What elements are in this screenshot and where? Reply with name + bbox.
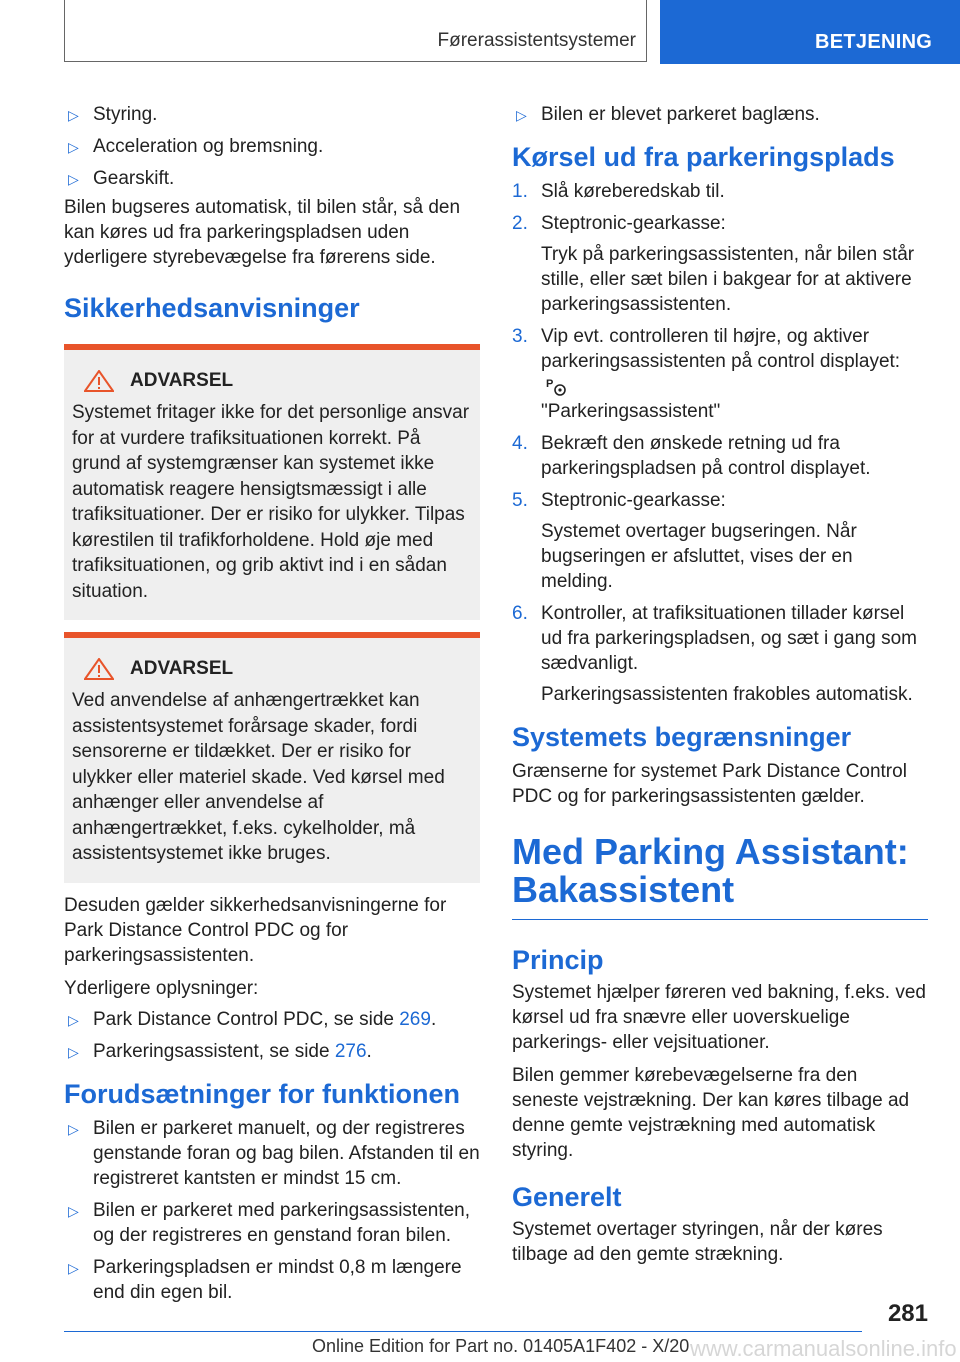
principle-paragraph: Systemet hjælper føreren ved bakning, f.eks. ved kørsel ud fra snævre eller uoverskuelige parkerings- eller vejsituationer. [512,982,926,1053]
principle-heading: Princip [512,945,604,975]
prereq-heading: Forudsætninger for funktionen [64,1078,460,1109]
main-heading: Med Parking Assistant: Bakassistent [512,831,909,910]
bullet-icon: ▷ [68,1120,79,1137]
list-item: 1. Slå køreberedskab til. [512,181,725,202]
intro-paragraph: Bilen bugseres automatisk, til bilen står, så den kan køres ud fra parkeringspladsen uden yderligere styrebevægelse fra førerens side. [64,197,461,268]
warning-triangle-icon [84,658,114,680]
bullet-icon: ▷ [68,107,79,123]
list-item: ▷ Styring. [64,102,480,127]
limits-heading: Systemets begrænsninger [512,722,852,752]
bullet-icon: ▷ [68,1011,79,1028]
left-column [64,102,480,1312]
header-section-title: Førerassistentsystemer [437,30,636,51]
list-item: ▷ Parkeringsassistent, se side 276. [64,1039,480,1064]
list-item: ▷ Gearskift. [64,166,480,191]
warning-triangle-icon [84,370,114,392]
warning-title: ADVARSEL [72,370,472,392]
list-item: 6. Kontroller, at trafiksituationen tillader kørsel ud fra parkeringspladsen, og sæt i gang som sædvanligt. Parkeringsassistenten frakobles automatisk. [512,603,917,705]
page-link[interactable]: 276 [334,1040,367,1062]
list-item: ▷ Parkeringspladsen er mindst 0,8 m længere end din egen bil. [68,1256,462,1303]
bullet-icon: ▷ [68,1043,79,1060]
list-item: 3. Vip evt. controlleren til højre, og aktiver parkeringsassistenten på control displayet: P "Parkeringsassistent" [512,326,901,422]
header-section-box [64,0,647,62]
list-item: ▷ Bilen er blevet parkeret baglæns. [512,102,928,127]
also-paragraph: Desuden gælder sikkerhedsanvisningerne for Park Distance Control PDC og for parkeringsassistenten. [64,894,447,966]
heading-divider [512,919,928,920]
right-column [512,102,928,1267]
list-item: ▷ Acceleration og bremsning. [64,134,480,159]
limits-paragraph: Grænserne for systemet Park Distance Control PDC og for parkeringsassistenten gælder. [512,761,907,807]
more-info-label: Yderligere oplysninger: [64,977,259,999]
page-number: 281 [887,1300,928,1327]
header-chapter-label: BETJENING [815,31,933,53]
watermark: www.carmanualsonline.info [690,1336,957,1361]
parking-assistant-icon [545,376,569,398]
list-item: ▷ Park Distance Control PDC, se side 269. [64,1007,480,1032]
list-item: 5. Steptronic-gearkasse: Systemet overtager bugseringen. Når bugseringen er afsluttet, vises der en melding. [512,490,857,592]
warning-title: ADVARSEL [72,658,472,680]
bullet-icon: ▷ [68,1202,79,1219]
warning-box [64,632,480,883]
warning-text: Systemet fritager ikke for det personlige ansvar for at vurdere trafiksituationen korrekt. På grund af systemgrænser kan systemet ikke automatisk reagere hensigtsmæssigt i alle trafiksituationer. Der er risiko for ulykker. Tilpas kørestilen til trafikforholdene. Hold øje med trafiksituationen, og grib aktivt ind i en sådan situation. [72,402,470,602]
warning-text: Ved anvendelse af anhængertrækket kan assistentsystemet forårsage skader, fordi sensorerne er tildækket. Der er risiko for ulykker eller materiel skade. Ved kørsel med anhænger eller anvendelse af anhængertrækket, f.eks. cykelholder, må assistentsystemet ikke bruges. [72,690,445,864]
bullet-icon: ▷ [516,107,527,123]
footer-edition: Online Edition for Part no. 01405A1F402 - X/20 [312,1336,690,1356]
general-paragraph: Systemet overtager styringen, når der køres tilbage ad den gemte strækning. [512,1219,883,1265]
list-item: 2. Steptronic-gearkasse: Tryk på parkeringsassistenten, når bilen står stille, eller sæt bilen i bakgear for at aktivere parkeringsassistenten. [512,213,915,315]
list-item: ▷ Bilen er parkeret med parkeringsassistenten, og der registreres en genstand foran bilen. [68,1199,471,1246]
principle-paragraph: Bilen gemmer kørebevægelserne fra den seneste vejstrækning. Der kan køres tilbage ad denne gemte vejstrækning med automatisk styring. [512,1065,910,1161]
exit-heading: Kørsel ud fra parkeringsplads [512,142,895,172]
header-chapter-tab [660,0,960,64]
bullet-icon: ▷ [68,171,79,187]
footer-divider [64,1331,862,1332]
list-item: ▷ Bilen er parkeret manuelt, og der registreres genstande foran og bag bilen. Afstanden til en registreret kantsten er mindst 15 cm. [68,1117,480,1189]
page-link[interactable]: 269 [399,1008,431,1030]
bullet-icon: ▷ [68,1259,79,1276]
general-heading: Generelt [512,1182,622,1212]
svg-text:P: P [546,377,554,390]
bullet-icon: ▷ [68,139,79,155]
list-item: 4. Bekræft den ønskede retning ud fra parkeringspladsen på control displayet. [512,433,871,479]
safety-heading: Sikkerhedsanvisninger [64,293,360,323]
warning-box [64,344,480,620]
